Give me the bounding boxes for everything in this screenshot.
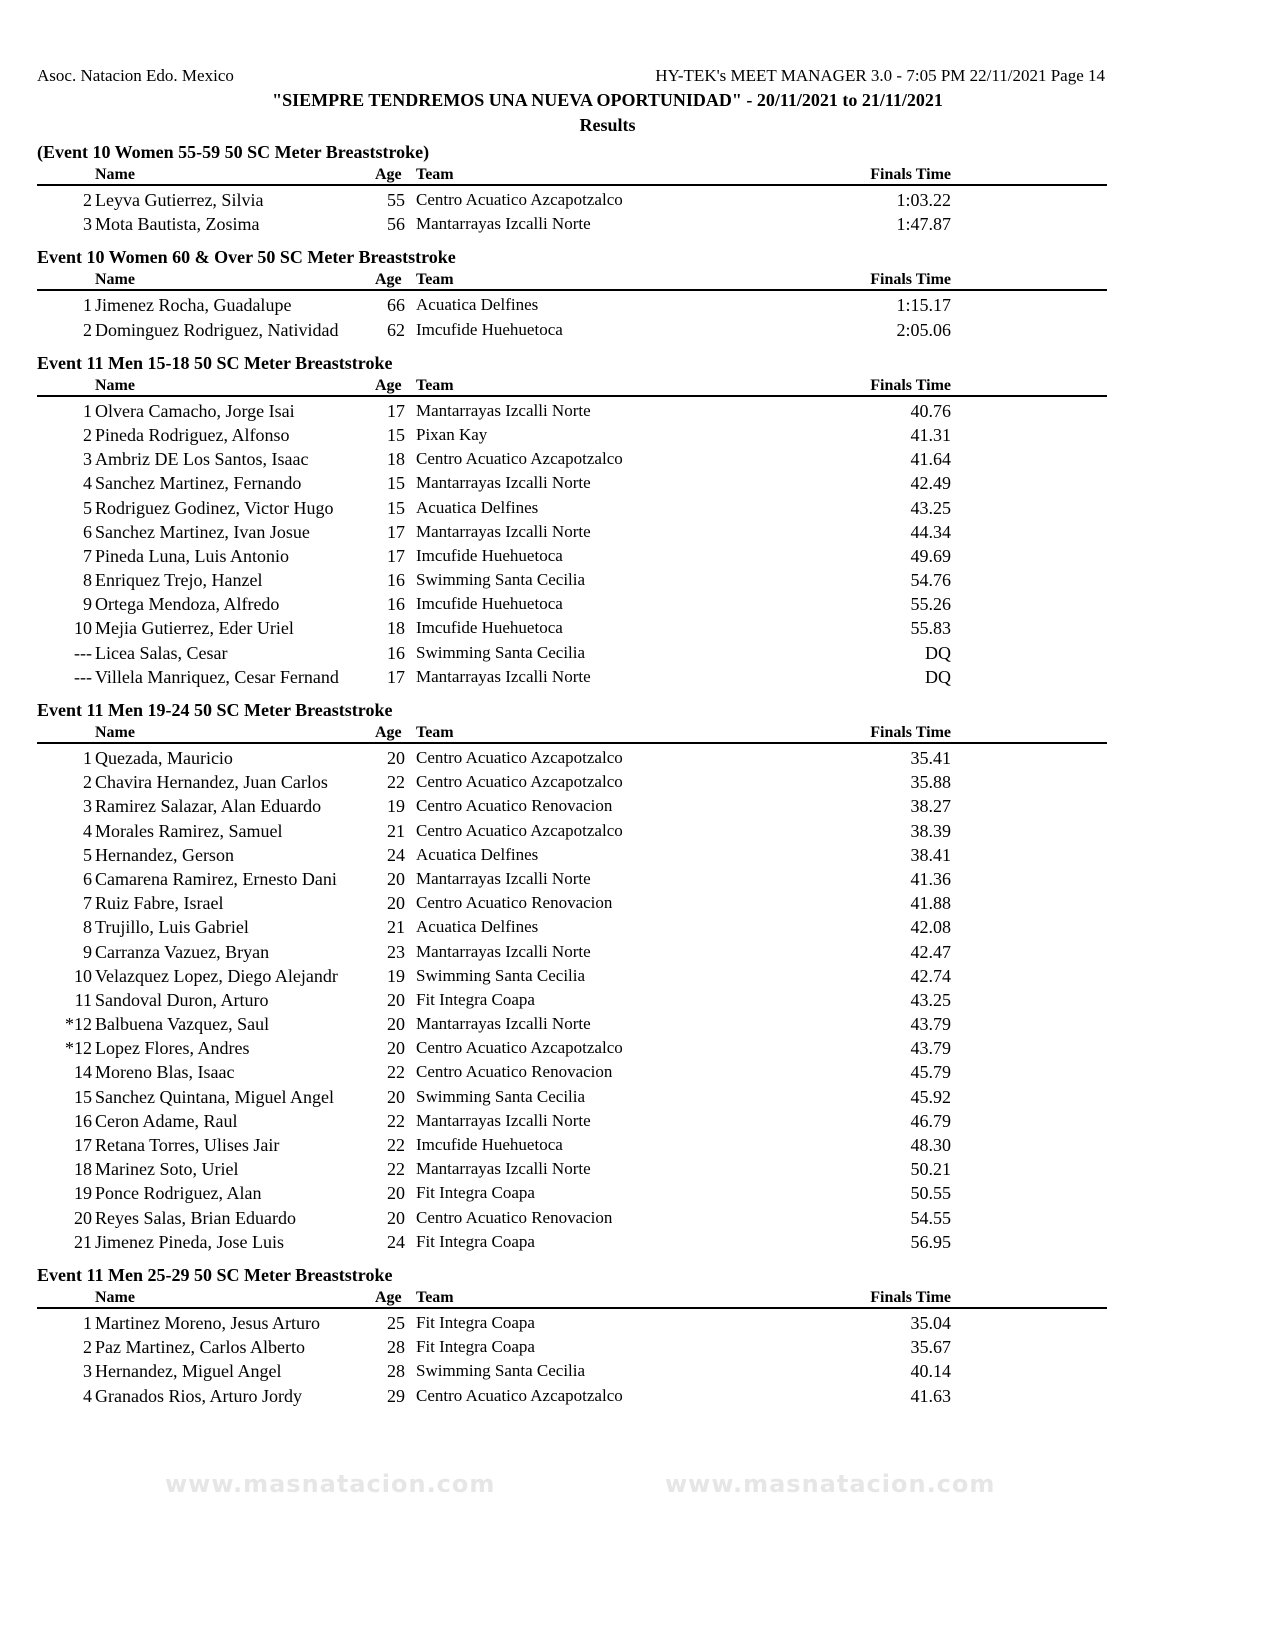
result-place: 2 xyxy=(83,1337,92,1358)
result-row xyxy=(37,496,1107,520)
result-time: 55.26 xyxy=(910,594,951,615)
result-row xyxy=(37,1359,1107,1383)
result-team: Acuatica Delfines xyxy=(416,295,539,315)
result-age: 15 xyxy=(387,497,405,518)
result-time: DQ xyxy=(925,642,951,663)
result-time: 49.69 xyxy=(910,545,951,566)
result-row xyxy=(37,1335,1107,1359)
result-time: 43.79 xyxy=(910,1038,951,1059)
column-header-name: Name xyxy=(95,724,135,741)
result-row xyxy=(37,423,1107,447)
result-age: 22 xyxy=(387,1062,405,1083)
result-name: Lopez Flores, Andres xyxy=(95,1038,250,1059)
column-header-time: Finals Time xyxy=(870,376,951,394)
result-name: Hernandez, Gerson xyxy=(95,844,234,865)
column-header-row xyxy=(37,1287,1107,1309)
result-age: 24 xyxy=(387,844,405,865)
result-row xyxy=(37,520,1107,544)
result-time: 42.74 xyxy=(910,965,951,986)
result-name: Ambriz DE Los Santos, Isaac xyxy=(95,449,309,470)
result-team: Swimming Santa Cecilia xyxy=(416,570,586,590)
result-age: 19 xyxy=(387,796,405,817)
result-name: Trujillo, Luis Gabriel xyxy=(95,917,249,938)
result-place: --- xyxy=(74,666,92,687)
result-team: Fit Integra Coapa xyxy=(416,989,535,1009)
result-row xyxy=(37,1206,1107,1230)
result-place: 17 xyxy=(74,1135,92,1155)
result-time: 1:15.17 xyxy=(896,295,951,316)
event-title: Event 11 Men 25-29 50 SC Meter Breaststroke xyxy=(37,1264,393,1285)
column-header-row xyxy=(37,375,1107,397)
result-team: Fit Integra Coapa xyxy=(416,1183,535,1203)
event-section xyxy=(37,698,1107,1254)
result-age: 28 xyxy=(387,1337,405,1358)
result-place: 9 xyxy=(83,594,92,615)
result-row xyxy=(37,568,1107,592)
result-age: 20 xyxy=(387,868,405,889)
result-row xyxy=(37,471,1107,495)
result-place: 3 xyxy=(83,1361,92,1382)
result-time: 41.63 xyxy=(910,1385,951,1406)
column-header-time: Finals Time xyxy=(870,166,951,183)
result-time: 35.04 xyxy=(910,1312,951,1333)
result-age: 28 xyxy=(387,1361,405,1382)
result-name: Velazquez Lopez, Diego Alejandr xyxy=(95,965,338,986)
result-name: Camarena Ramirez, Ernesto Dani xyxy=(95,868,337,889)
result-time: 42.08 xyxy=(910,917,951,938)
result-place: 6 xyxy=(83,868,92,889)
event-title: (Event 10 Women 55-59 50 SC Meter Breaststroke) xyxy=(37,142,430,162)
result-age: 20 xyxy=(387,1183,405,1204)
result-name: Ortega Mendoza, Alfredo xyxy=(95,594,280,615)
watermark: www.masnatacion.com xyxy=(665,1470,996,1498)
result-team: Imcufide Huehuetoca xyxy=(416,545,563,565)
result-place: 10 xyxy=(74,618,92,639)
result-name: Ceron Adame, Raul xyxy=(95,1110,238,1131)
result-team: Mantarrayas Izcalli Norte xyxy=(416,1014,591,1034)
result-time: 55.83 xyxy=(910,618,951,639)
result-place: 18 xyxy=(74,1159,92,1180)
result-time: 35.41 xyxy=(910,748,951,768)
result-name: Martinez Moreno, Jesus Arturo xyxy=(95,1312,320,1333)
result-team: Pixan Kay xyxy=(416,424,488,444)
event-title: Event 10 Women 60 & Over 50 SC Meter Breaststroke xyxy=(37,247,456,268)
result-name: Rodriguez Godinez, Victor Hugo xyxy=(95,497,334,518)
column-header-age: Age xyxy=(375,1288,402,1306)
result-time: 1:47.87 xyxy=(896,214,951,235)
result-team: Acuatica Delfines xyxy=(416,844,539,864)
result-row xyxy=(37,188,1107,212)
result-team: Centro Acuatico Azcapotzalco xyxy=(416,190,623,209)
result-team: Centro Acuatico Azcapotzalco xyxy=(416,1385,623,1405)
column-header-time: Finals Time xyxy=(870,271,951,289)
result-team: Swimming Santa Cecilia xyxy=(416,642,586,662)
result-team: Centro Acuatico Azcapotzalco xyxy=(416,449,623,469)
result-time: 41.88 xyxy=(910,893,951,914)
result-team: Mantarrayas Izcalli Norte xyxy=(416,868,591,888)
result-place: *12 xyxy=(65,1014,92,1035)
result-age: 20 xyxy=(387,1014,405,1035)
result-name: Ruiz Fabre, Israel xyxy=(95,893,224,914)
column-header-team: Team xyxy=(416,724,454,741)
meet-title: "SIEMPRE TENDREMOS UNA NUEVA OPORTUNIDAD" - 20/11/2021 to 21/11/2021 xyxy=(272,90,943,110)
result-name: Hernandez, Miguel Angel xyxy=(95,1361,282,1382)
result-time: 41.64 xyxy=(910,449,951,470)
result-team: Imcufide Huehuetoca xyxy=(416,319,563,339)
result-team: Centro Acuatico Renovacion xyxy=(416,893,613,913)
result-team: Mantarrayas Izcalli Norte xyxy=(416,1110,591,1130)
column-header-age: Age xyxy=(375,724,402,741)
column-header-age: Age xyxy=(375,376,402,394)
result-time: 45.92 xyxy=(910,1086,951,1107)
result-place: 7 xyxy=(83,545,92,566)
events-list xyxy=(37,140,1107,1417)
result-place: 8 xyxy=(83,570,92,591)
result-row xyxy=(37,819,1107,843)
result-age: 22 xyxy=(387,1135,405,1155)
result-time: 56.95 xyxy=(910,1231,951,1252)
result-time: 1:03.22 xyxy=(896,190,951,210)
result-row xyxy=(37,1157,1107,1181)
result-team: Swimming Santa Cecilia xyxy=(416,965,586,985)
result-row xyxy=(37,940,1107,964)
result-row xyxy=(37,1133,1107,1157)
result-team: Swimming Santa Cecilia xyxy=(416,1086,586,1106)
result-row xyxy=(37,399,1107,423)
result-row xyxy=(37,293,1107,317)
result-team: Mantarrayas Izcalli Norte xyxy=(416,214,591,234)
result-age: 19 xyxy=(387,965,405,986)
result-name: Ramirez Salazar, Alan Eduardo xyxy=(95,796,322,817)
column-header-team: Team xyxy=(416,376,454,394)
result-time: 38.39 xyxy=(910,820,951,841)
result-age: 22 xyxy=(387,772,405,793)
result-age: 17 xyxy=(387,545,405,566)
result-row xyxy=(37,665,1107,689)
result-row xyxy=(37,1085,1107,1109)
result-team: Mantarrayas Izcalli Norte xyxy=(416,1159,591,1179)
result-row xyxy=(37,1012,1107,1036)
result-team: Imcufide Huehuetoca xyxy=(416,1135,563,1154)
result-row xyxy=(37,1060,1107,1084)
result-row xyxy=(37,1311,1107,1335)
column-header-age: Age xyxy=(375,166,402,183)
column-header-name: Name xyxy=(95,376,135,394)
result-name: Enriquez Trejo, Hanzel xyxy=(95,570,263,591)
result-team: Centro Acuatico Azcapotzalco xyxy=(416,748,623,767)
result-team: Centro Acuatico Renovacion xyxy=(416,1207,613,1227)
result-place: 8 xyxy=(83,917,92,938)
result-name: Moreno Blas, Isaac xyxy=(95,1062,235,1083)
result-name: Licea Salas, Cesar xyxy=(95,642,228,663)
result-team: Centro Acuatico Renovacion xyxy=(416,1062,613,1082)
result-age: 22 xyxy=(387,1159,405,1180)
result-row xyxy=(37,770,1107,794)
result-place: 1 xyxy=(83,748,92,768)
result-place: 19 xyxy=(74,1183,92,1204)
result-age: 20 xyxy=(387,1038,405,1059)
result-time: DQ xyxy=(925,666,951,687)
result-age: 17 xyxy=(387,666,405,687)
result-row xyxy=(37,1036,1107,1060)
result-team: Acuatica Delfines xyxy=(416,497,539,517)
result-name: Retana Torres, Ulises Jair xyxy=(95,1135,280,1155)
result-row xyxy=(37,1109,1107,1133)
column-header-name: Name xyxy=(95,271,135,289)
result-age: 20 xyxy=(387,748,405,768)
result-row xyxy=(37,867,1107,891)
result-age: 23 xyxy=(387,941,405,962)
result-team: Swimming Santa Cecilia xyxy=(416,1361,586,1381)
result-team: Mantarrayas Izcalli Norte xyxy=(416,400,591,420)
result-team: Centro Acuatico Renovacion xyxy=(416,796,613,816)
event-title: Event 11 Men 19-24 50 SC Meter Breaststroke xyxy=(37,700,393,720)
result-team: Fit Integra Coapa xyxy=(416,1231,535,1251)
result-name: Villela Manriquez, Cesar Fernand xyxy=(95,666,339,687)
result-team: Fit Integra Coapa xyxy=(416,1312,535,1332)
result-place: 6 xyxy=(83,521,92,542)
result-name: Paz Martinez, Carlos Alberto xyxy=(95,1337,305,1358)
result-age: 20 xyxy=(387,1086,405,1107)
result-place: 2 xyxy=(83,190,92,210)
column-header-row xyxy=(37,269,1107,291)
result-time: 42.49 xyxy=(910,473,951,494)
result-row xyxy=(37,746,1107,770)
result-age: 15 xyxy=(387,424,405,445)
event-section xyxy=(37,1263,1107,1408)
result-name: Granados Rios, Arturo Jordy xyxy=(95,1385,302,1406)
result-name: Ponce Rodriguez, Alan xyxy=(95,1183,262,1204)
event-section xyxy=(37,245,1107,341)
result-row xyxy=(37,794,1107,818)
result-name: Reyes Salas, Brian Eduardo xyxy=(95,1207,296,1228)
result-team: Mantarrayas Izcalli Norte xyxy=(416,473,591,493)
result-age: 22 xyxy=(387,1110,405,1131)
result-time: 40.76 xyxy=(910,400,951,421)
result-name: Balbuena Vazquez, Saul xyxy=(95,1014,270,1035)
column-header-row xyxy=(37,164,1107,186)
result-row xyxy=(37,1181,1107,1205)
result-time: 54.55 xyxy=(910,1207,951,1228)
column-header-time: Finals Time xyxy=(870,724,951,741)
result-place: *12 xyxy=(65,1038,92,1059)
result-team: Fit Integra Coapa xyxy=(416,1337,535,1357)
result-time: 41.36 xyxy=(910,868,951,889)
result-place: 3 xyxy=(83,796,92,817)
result-team: Centro Acuatico Azcapotzalco xyxy=(416,772,623,792)
result-age: 29 xyxy=(387,1385,405,1406)
result-time: 44.34 xyxy=(910,521,951,542)
result-team: Centro Acuatico Azcapotzalco xyxy=(416,820,623,840)
watermark: www.masnatacion.com xyxy=(165,1470,496,1498)
result-age: 15 xyxy=(387,473,405,494)
result-place: 20 xyxy=(74,1207,92,1228)
column-header-team: Team xyxy=(416,271,454,289)
result-place: 2 xyxy=(83,319,92,340)
result-time: 40.14 xyxy=(910,1361,951,1382)
result-time: 43.79 xyxy=(910,1014,951,1035)
result-name: Chavira Hernandez, Juan Carlos xyxy=(95,772,328,793)
result-time: 42.47 xyxy=(910,941,951,962)
event-section xyxy=(37,351,1107,689)
result-time: 46.79 xyxy=(910,1110,951,1131)
result-time: 41.31 xyxy=(910,424,951,445)
result-team: Mantarrayas Izcalli Norte xyxy=(416,666,591,686)
result-time: 54.76 xyxy=(910,570,951,591)
result-age: 16 xyxy=(387,570,405,591)
result-place: 4 xyxy=(83,1385,92,1406)
result-age: 20 xyxy=(387,1207,405,1228)
result-place: 4 xyxy=(83,820,92,841)
result-time: 2:05.06 xyxy=(896,319,951,340)
event-section xyxy=(37,140,1107,236)
result-team: Acuatica Delfines xyxy=(416,917,539,937)
result-name: Morales Ramirez, Samuel xyxy=(95,820,283,841)
result-time: 45.79 xyxy=(910,1062,951,1083)
result-name: Sanchez Martinez, Ivan Josue xyxy=(95,521,310,542)
result-row xyxy=(37,641,1107,665)
result-age: 17 xyxy=(387,521,405,542)
result-place: 1 xyxy=(83,1312,92,1333)
result-name: Carranza Vazuez, Bryan xyxy=(95,941,270,962)
result-row xyxy=(37,891,1107,915)
result-age: 21 xyxy=(387,917,405,938)
results-heading: Results xyxy=(579,115,636,135)
result-age: 16 xyxy=(387,594,405,615)
result-row xyxy=(37,843,1107,867)
result-team: Imcufide Huehuetoca xyxy=(416,594,563,614)
result-name: Pineda Luna, Luis Antonio xyxy=(95,545,289,566)
result-age: 18 xyxy=(387,618,405,639)
column-header-row xyxy=(37,722,1107,744)
result-place: 11 xyxy=(74,989,92,1010)
result-team: Mantarrayas Izcalli Norte xyxy=(416,521,591,541)
result-name: Mota Bautista, Zosima xyxy=(95,214,260,235)
result-time: 50.21 xyxy=(910,1159,951,1180)
result-place: 2 xyxy=(83,772,92,793)
result-place: 7 xyxy=(83,893,92,914)
result-time: 50.55 xyxy=(910,1183,951,1204)
result-age: 16 xyxy=(387,642,405,663)
result-name: Jimenez Rocha, Guadalupe xyxy=(95,295,292,316)
result-time: 43.25 xyxy=(910,989,951,1010)
result-row xyxy=(37,592,1107,616)
result-time: 38.41 xyxy=(910,844,951,865)
result-age: 17 xyxy=(387,400,405,421)
result-place: 15 xyxy=(74,1086,92,1107)
result-row xyxy=(37,915,1107,939)
column-header-name: Name xyxy=(95,1288,135,1306)
result-age: 55 xyxy=(387,190,405,210)
result-row xyxy=(37,1384,1107,1408)
result-age: 62 xyxy=(387,319,405,340)
result-age: 20 xyxy=(387,893,405,914)
result-name: Leyva Gutierrez, Silvia xyxy=(95,190,264,210)
result-name: Dominguez Rodriguez, Natividad xyxy=(95,319,339,340)
result-time: 43.25 xyxy=(910,497,951,518)
result-name: Jimenez Pineda, Jose Luis xyxy=(95,1231,284,1252)
result-row xyxy=(37,544,1107,568)
column-header-team: Team xyxy=(416,1288,454,1306)
result-place: 21 xyxy=(74,1231,92,1252)
result-row xyxy=(37,616,1107,640)
result-place: 3 xyxy=(83,449,92,470)
column-header-team: Team xyxy=(416,166,454,183)
result-age: 20 xyxy=(387,989,405,1010)
result-age: 24 xyxy=(387,1231,405,1252)
organization-name: Asoc. Natacion Edo. Mexico xyxy=(37,66,234,85)
result-name: Pineda Rodriguez, Alfonso xyxy=(95,424,290,445)
result-row xyxy=(37,318,1107,342)
result-age: 56 xyxy=(387,214,405,235)
result-place: 5 xyxy=(83,497,92,518)
result-place: 16 xyxy=(74,1110,92,1131)
event-title: Event 11 Men 15-18 50 SC Meter Breaststroke xyxy=(37,352,393,373)
result-name: Quezada, Mauricio xyxy=(95,748,233,768)
result-name: Olvera Camacho, Jorge Isai xyxy=(95,400,295,421)
result-name: Sandoval Duron, Arturo xyxy=(95,989,269,1010)
result-row xyxy=(37,1230,1107,1254)
result-place: 3 xyxy=(83,214,92,235)
result-place: 10 xyxy=(74,965,92,986)
result-row xyxy=(37,964,1107,988)
result-name: Sanchez Martinez, Fernando xyxy=(95,473,302,494)
software-page-info: HY-TEK's MEET MANAGER 3.0 - 7:05 PM 22/11/2021 Page 14 xyxy=(655,66,1105,85)
result-place: 1 xyxy=(83,400,92,421)
column-header-name: Name xyxy=(95,166,135,183)
result-place: 5 xyxy=(83,844,92,865)
result-name: Sanchez Quintana, Miguel Angel xyxy=(95,1086,334,1107)
result-time: 38.27 xyxy=(910,796,951,817)
result-place: 4 xyxy=(83,473,92,494)
result-time: 48.30 xyxy=(910,1135,951,1155)
result-row xyxy=(37,212,1107,236)
result-time: 35.88 xyxy=(910,772,951,793)
result-age: 18 xyxy=(387,449,405,470)
column-header-time: Finals Time xyxy=(870,1288,951,1306)
result-team: Mantarrayas Izcalli Norte xyxy=(416,941,591,961)
result-team: Imcufide Huehuetoca xyxy=(416,618,563,638)
result-team: Centro Acuatico Azcapotzalco xyxy=(416,1038,623,1058)
result-age: 66 xyxy=(387,295,405,316)
result-age: 21 xyxy=(387,820,405,841)
result-place: 14 xyxy=(74,1062,92,1083)
column-header-age: Age xyxy=(375,271,402,289)
result-row xyxy=(37,988,1107,1012)
result-place: --- xyxy=(74,642,92,663)
result-name: Marinez Soto, Uriel xyxy=(95,1159,239,1180)
result-name: Mejia Gutierrez, Eder Uriel xyxy=(95,618,294,639)
result-place: 9 xyxy=(83,941,92,962)
result-place: 2 xyxy=(83,424,92,445)
result-time: 35.67 xyxy=(910,1337,951,1358)
result-place: 1 xyxy=(83,295,92,316)
result-row xyxy=(37,447,1107,471)
result-age: 25 xyxy=(387,1312,405,1333)
